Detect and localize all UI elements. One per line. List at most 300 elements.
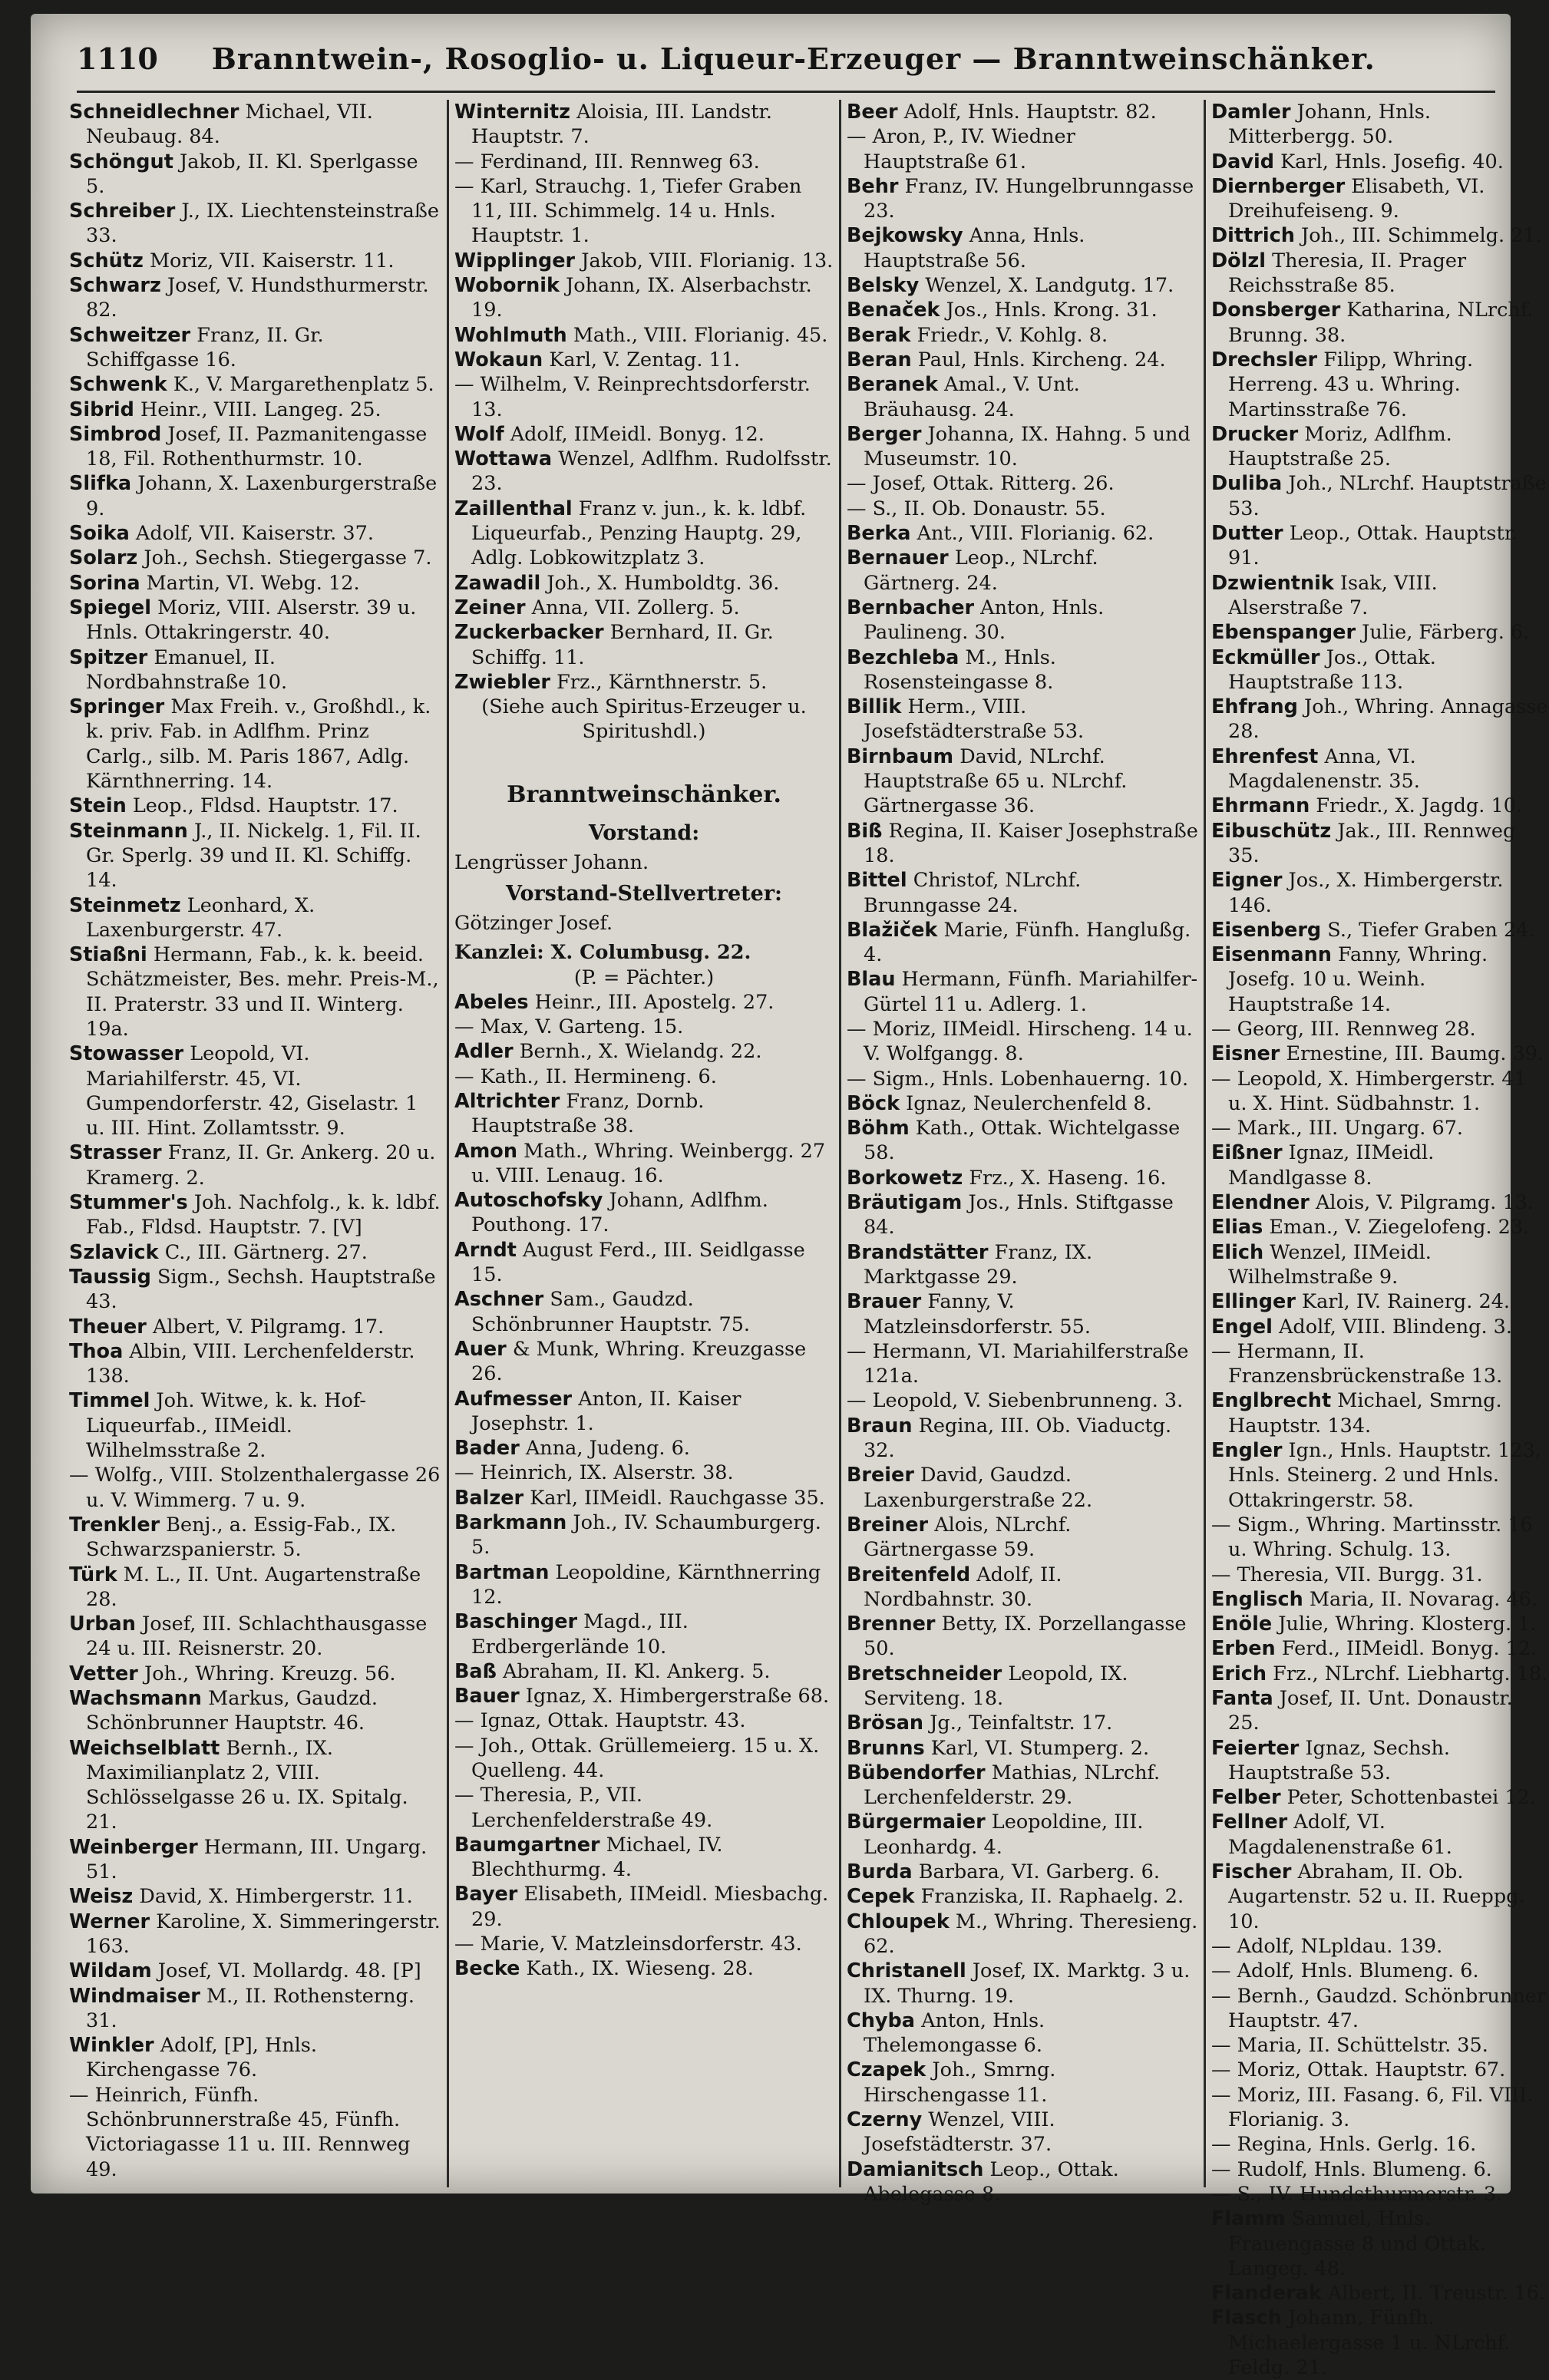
entry-details: Albert, V. Pilgramg. 17. [152, 1315, 385, 1339]
entry-surname: Aufmesser [454, 1387, 573, 1411]
directory-entry [1211, 1190, 1549, 1215]
entry-details: Leopoldine, III. Leonhardg. 4. [864, 1811, 1144, 1859]
entry-details: Fanny, Whring. Josefg. 10 u. Weinh. Hauptstraße 14. [1228, 943, 1488, 1016]
directory-entry [1211, 1017, 1549, 1041]
entry-details: Johann, Fünfh. Michaelergasse 1 u. NLrchf. Feldg. 21. [1228, 2306, 1511, 2380]
entry-details: Amal., V. Unt. Bräuhausg. 24. [864, 373, 1080, 421]
entry-surname: Beran [847, 348, 912, 371]
directory-entry [454, 1238, 834, 1288]
entry-details: Leop., NLrchf. Gärtnerg. 24. [864, 546, 1098, 595]
entry-details: Anton, II. Kaiser Josephstr. 1. [471, 1387, 741, 1435]
directory-entry [847, 918, 1198, 968]
entry-details: J., IX. Liechtensteinstraße 33. [86, 200, 439, 248]
entry-details: Anna, Judeng. 6. [525, 1437, 690, 1461]
directory-entry [847, 372, 1198, 422]
entry-surname: Braun [847, 1414, 913, 1438]
entry-details: Aloisia, III. Landstr. Hauptstr. 7. [471, 101, 773, 149]
entry-details: M., II. Rothensterng. 31. [86, 1984, 414, 2032]
entry-details: Max Freih. v., Großhdl., k. k. priv. Fab. in Adlfhm. Prinz Carlg., silb. M. Paris 1867, Adlg. Kärnthnerring. 14. [86, 695, 431, 794]
entry-details: — Regina, Hnls. Gerlg. 16. [1211, 2133, 1477, 2157]
entry-details: Marie, Fünfh. Hanglußg. 4. [864, 918, 1191, 967]
entry-surname: Flasch [1211, 2306, 1282, 2330]
directory-entry [454, 1461, 834, 1485]
directory-entry [1211, 1686, 1549, 1736]
directory-entry [69, 1662, 441, 1686]
directory-entry [454, 1560, 834, 1610]
entry-surname: Bürgermaier [847, 1811, 986, 1834]
entry-details: Friedr., V. Kohlg. 8. [917, 323, 1108, 347]
entry-details: Albert, II. Treustr. 16. [1327, 2282, 1546, 2306]
directory-entry [847, 596, 1198, 645]
entry-surname: Borkowetz [847, 1166, 963, 1190]
entry-surname: Auer [454, 1337, 507, 1361]
entry-details: — Karl, Strauchg. 1, Tiefer Graben 11, III. Schimmelg. 14 u. Hnls. Hauptstr. 1. [454, 174, 802, 248]
entry-surname: Wohlmuth [454, 323, 567, 347]
directory-entry [69, 893, 441, 943]
entry-details: — S., II. Ob. Donaustr. 55. [847, 497, 1106, 520]
entry-details: Adolf, IIMeidl. Bonyg. 12. [510, 422, 765, 446]
entry-details: Abraham, II. Ob. Augartenstr. 52 u. II. Rueppg. 10. [1228, 1860, 1525, 1933]
entry-surname: Dutter [1211, 522, 1283, 546]
directory-entry [1211, 1587, 1549, 1612]
entry-surname: Vetter [69, 1662, 138, 1685]
entry-surname: Eisner [1211, 1042, 1280, 1066]
entry-surname: Steinmann [69, 819, 188, 843]
entry-details: Wenzel, Adlfhm. Rudolfsstr. 23. [471, 447, 832, 496]
entry-details: Filipp, Whring. Herreng. 43 u. Whring. Martinsstraße 76. [1228, 348, 1474, 421]
directory-entry [1211, 348, 1549, 422]
entry-details: Wenzel, VIII. Josefstädterstr. 37. [864, 2108, 1055, 2157]
entry-surname: Donsberger [1211, 299, 1341, 322]
entry-details: — Mark., III. Ungarg. 67. [1211, 1117, 1464, 1140]
directory-entry [1211, 1513, 1549, 1563]
entry-details: Anton, Hnls. Paulineng. 30. [864, 596, 1105, 645]
entry-surname: Zuckerbacker [454, 621, 604, 645]
entry-details: Franz, Dornb. Hauptstraße 38. [471, 1089, 705, 1138]
running-title: Branntwein-, Rosoglio- u. Liqueur-Erzeuger — Branntweinschänker. [211, 41, 1376, 76]
entry-details: Alois, NLrchf. Gärtnergasse 59. [864, 1513, 1072, 1562]
directory-entry [454, 990, 834, 1015]
column-rule [447, 100, 449, 2187]
entry-surname: Windmaiser [69, 1984, 200, 2008]
directory-entry [847, 1736, 1198, 1761]
entry-details: — Sigm., Hnls. Lobenhauerng. 10. [847, 1067, 1189, 1091]
entry-surname: Ebenspanger [1211, 621, 1356, 645]
entry-details: Leopold, IX. Serviteng. 18. [864, 1662, 1128, 1710]
page-number: 1110 [77, 41, 158, 76]
entry-details: Johann, IX. Alserbachstr. 19. [471, 274, 812, 322]
entry-surname: Strasser [69, 1141, 162, 1165]
directory-entry [454, 1833, 834, 1883]
entry-surname: Werner [69, 1910, 150, 1933]
entry-details: K., V. Margarethenplatz 5. [173, 373, 434, 397]
entry-details: Regina, II. Kaiser Josephstraße 18. [864, 819, 1198, 867]
entry-details: — Marie, V. Matzleinsdorferstr. 43. [454, 1933, 802, 1956]
directory-entry [847, 1190, 1198, 1240]
entry-surname: Brandstätter [847, 1240, 989, 1264]
directory-entry [847, 1289, 1198, 1339]
entry-details: Jos., Hnls. Krong. 31. [946, 299, 1158, 322]
entry-details: C., III. Gärtnerg. 27. [164, 1240, 368, 1264]
entry-surname: Engler [1211, 1439, 1283, 1463]
directory-entry [847, 695, 1198, 744]
entry-details: Adolf, II. Nordbahnstr. 30. [864, 1563, 1062, 1611]
entry-details: — Adolf, NLpldau. 139. [1211, 1934, 1443, 1958]
directory-entry [847, 2108, 1198, 2157]
entry-details: Anton, Hnls. Thelemongasse 6. [864, 2009, 1045, 2058]
section-title: Branntweinschänker. [507, 781, 781, 808]
entry-surname: Brunns [847, 1736, 925, 1760]
entry-surname: Soika [69, 522, 130, 546]
directory-entry [1211, 100, 1549, 150]
directory-entry [69, 1140, 441, 1190]
column-2-entries-lower [454, 990, 834, 1982]
directory-entry [847, 100, 1198, 124]
directory-entry [69, 794, 441, 818]
entry-details: — Theresia, P., VII. Lerchenfelderstraße 49. [454, 1784, 713, 1832]
entry-details: Julie, Whring. Klosterg. 1. [1278, 1613, 1537, 1636]
directory-entry [1211, 422, 1549, 472]
directory-entry [847, 2157, 1198, 2207]
entry-surname: Berak [847, 323, 911, 347]
directory-entry [69, 273, 441, 323]
entry-details: — Joh., Ottak. Grüllemeierg. 15 u. X. Quelleng. 44. [454, 1734, 820, 1782]
entry-surname: Sorina [69, 571, 140, 595]
directory-entry [847, 1513, 1198, 1563]
entry-surname: Belsky [847, 274, 920, 298]
directory-entry [1211, 2182, 1549, 2207]
directory-entry [847, 1463, 1198, 1513]
directory-entry [847, 1414, 1198, 1464]
directory-entry [454, 1708, 834, 1733]
entry-surname: Erben [1211, 1637, 1276, 1661]
directory-entry [847, 422, 1198, 472]
entry-surname: Zeiner [454, 596, 526, 619]
directory-entry [847, 223, 1198, 273]
directory-entry [847, 1860, 1198, 1884]
directory-entry [1211, 571, 1549, 621]
entry-details: Joh., Sechsh. Stiegergasse 7. [144, 546, 432, 570]
entry-details: Albin, VIII. Lerchenfelderstr. 138. [86, 1339, 415, 1388]
entry-surname: Damianitsch [847, 2157, 984, 2181]
column-2 [454, 100, 834, 2187]
directory-entry [1211, 1140, 1549, 1190]
directory-entry [1211, 223, 1549, 248]
entry-details: Ant., VIII. Florianig. 62. [917, 522, 1154, 546]
entry-details: Ignaz, Neulerchenfeld 8. [906, 1091, 1152, 1115]
entry-details: Karl, VI. Stumperg. 2. [930, 1736, 1150, 1760]
directory-entry [69, 422, 441, 472]
directory-entry [847, 1017, 1198, 1067]
entry-surname: Drechsler [1211, 348, 1318, 371]
entry-surname: Schreiber [69, 200, 176, 223]
entry-details: Joh. Nachfolg., k. k. ldbf. Fab., Fldsd. Hauptstr. 7. [V] [86, 1191, 441, 1240]
entry-surname: Taussig [69, 1265, 151, 1289]
entry-details: Christof, NLrchf. Brunngasse 24. [864, 869, 1082, 917]
entry-surname: Erich [1211, 1662, 1267, 1685]
entry-details: Maria, II. Novarag. 46. [1309, 1587, 1538, 1611]
directory-entry [1211, 2033, 1549, 2058]
entry-details: — S., IV. Hundsthurmerstr. 3. [1211, 2182, 1503, 2206]
directory-entry [1211, 620, 1549, 645]
entry-details: — Bernh., Gaudzd. Schönbrunner Hauptstr. 47. [1211, 1984, 1547, 2032]
directory-entry [454, 422, 834, 447]
entry-surname: Stein [69, 794, 127, 818]
entry-details: — Adolf, Hnls. Blumeng. 6. [1211, 1959, 1479, 1983]
entry-details: Ignaz, IIMeidl. Mandlgasse 8. [1228, 1141, 1435, 1190]
directory-entry [847, 1612, 1198, 1662]
entry-surname: Wildam [69, 1959, 152, 1983]
entry-details: Anna, VII. Zollerg. 5. [531, 596, 740, 619]
entry-details: Leop., Ottak. Abelegasse 8. [864, 2157, 1119, 2206]
entry-surname: Eckmüller [1211, 645, 1320, 669]
entry-surname: Felber [1211, 1786, 1281, 1810]
directory-entry [69, 2083, 441, 2182]
entry-details: Michael, IV. Blechthurmg. 4. [471, 1833, 723, 1882]
entry-surname: Springer [69, 695, 165, 719]
entry-surname: Bezchleba [847, 645, 959, 669]
entry-surname: Zwiebler [454, 670, 550, 694]
entry-surname: Türk [69, 1563, 117, 1586]
entry-surname: Winkler [69, 2034, 154, 2058]
entry-surname: Beer [847, 101, 898, 124]
directory-entry [69, 1339, 441, 1389]
entry-details: Fanny, V. Matzleinsdorferstr. 55. [864, 1290, 1091, 1339]
directory-entry [69, 249, 441, 273]
entry-details: Sigm., Sechsh. Hauptstraße 43. [86, 1265, 436, 1314]
entry-details: Joh., IV. Schaumburgerg. 5. [471, 1511, 821, 1560]
entry-surname: Eisenmann [1211, 943, 1332, 967]
directory-entry [69, 372, 441, 397]
column-3 [847, 100, 1198, 2206]
directory-entry [1211, 1067, 1549, 1117]
directory-entry [847, 1339, 1198, 1389]
columns-container [69, 100, 1548, 2380]
directory-entry [847, 521, 1198, 546]
entry-details: Moriz, VIII. Alserstr. 39 u. Hnls. Ottakringerstr. 40. [86, 596, 417, 645]
entry-surname: Zaillenthal [454, 497, 573, 520]
entry-details: Moriz, Adlfhm. Hauptstraße 25. [1228, 422, 1452, 471]
directory-entry [69, 1563, 441, 1613]
directory-entry [454, 1387, 834, 1437]
entry-details: Adolf, Hnls. Hauptstr. 82. [903, 101, 1157, 124]
entry-surname: Engel [1211, 1315, 1273, 1339]
entry-surname: Beranek [847, 373, 938, 397]
entry-surname: Baschinger [454, 1610, 578, 1634]
directory-entry [69, 398, 441, 422]
stellvertreter-name: Götzinger Josef. [454, 911, 613, 935]
directory-entry [1211, 794, 1549, 818]
entry-surname: Balzer [454, 1486, 524, 1510]
entry-details: Karl, IIMeidl. Rauchgasse 35. [530, 1486, 825, 1510]
entry-surname: Fellner [1211, 1811, 1288, 1834]
directory-entry [454, 1609, 834, 1659]
directory-entry [69, 1910, 441, 1959]
directory-entry [69, 645, 441, 695]
entry-surname: Bernauer [847, 546, 949, 570]
entry-surname: Chyba [847, 2009, 915, 2032]
entry-details: Adolf, VIII. Blindeng. 3. [1278, 1315, 1512, 1339]
entry-surname: Adler [454, 1040, 514, 1064]
entry-details: — Maria, II. Schüttelstr. 35. [1211, 2034, 1488, 2058]
directory-entry [69, 942, 441, 1041]
directory-entry [69, 1959, 441, 1983]
entry-surname: Czerny [847, 2108, 923, 2132]
entry-details: Paul, Hnls. Kircheng. 24. [917, 348, 1166, 371]
entry-details: Leopold, VI. Mariahilferstr. 45, VI. Gumpendorferstr. 42, Giselastr. 1 u. III. Hint. Zollamtsstr. 9. [86, 1042, 418, 1140]
entry-details: — Sigm., Whring. Martinsstr. 16 u. Whring. Schulg. 13. [1211, 1513, 1533, 1562]
entry-details: Wenzel, X. Landgutg. 17. [925, 274, 1174, 298]
directory-entry [454, 1659, 834, 1684]
entry-surname: David [1211, 150, 1274, 173]
entry-surname: Dzwientnik [1211, 571, 1334, 595]
directory-entry [1211, 1563, 1549, 1587]
entry-surname: Stummer's [69, 1191, 188, 1215]
directory-entry [1211, 2132, 1549, 2157]
entry-surname: Wobornik [454, 274, 560, 298]
directory-entry [847, 1563, 1198, 1613]
entry-details: Katharina, NLrchf. Brunng. 38. [1228, 299, 1534, 347]
column-rule [839, 100, 841, 2187]
directory-entry [69, 1984, 441, 2034]
entry-details: Herm., VIII. Josefstädterstraße 53. [864, 695, 1085, 744]
entry-details: Johann, Hnls. Mitterbergg. 50. [1228, 101, 1431, 149]
entry-details: Joh. Witwe, k. k. Hof-Liqueurfab., IIMeidl. Wilhelmsstraße 2. [86, 1389, 366, 1463]
directory-entry [69, 199, 441, 249]
entry-details: Isak, VIII. Alserstraße 7. [1228, 571, 1438, 619]
entry-surname: Bernbacher [847, 596, 975, 619]
column-1 [69, 100, 441, 2187]
directory-entry [1211, 744, 1549, 794]
entry-details: Frz., X. Haseng. 16. [969, 1166, 1167, 1190]
entry-details: S., Tiefer Graben 24. [1327, 918, 1535, 942]
directory-entry [69, 1884, 441, 1909]
directory-entry [1211, 1215, 1549, 1240]
entry-details: Joh., III. Schimmelg. 21. [1300, 224, 1542, 248]
directory-entry [1211, 1240, 1549, 1290]
directory-entry [454, 596, 834, 620]
entry-surname: Behr [847, 174, 899, 198]
entry-surname: Weichselblatt [69, 1736, 220, 1760]
directory-entry [454, 323, 834, 348]
entry-details: Joh., Smrng. Hirschengasse 11. [864, 2058, 1056, 2107]
entry-surname: Duliba [1211, 472, 1283, 496]
directory-entry [847, 1067, 1198, 1091]
directory-entry [1211, 2207, 1549, 2281]
kanzlei-note: (P. = Pächter.) [573, 966, 715, 989]
directory-entry [847, 2009, 1198, 2058]
entry-details: Regina, III. Ob. Viaductg. 32. [864, 1414, 1172, 1463]
entry-details: Julie, Färberg. 6. [1362, 621, 1530, 645]
entry-details: Ferd., IIMeidl. Bonyg. 12. [1281, 1637, 1537, 1661]
entry-details: Karoline, X. Simmeringerstr. 163. [86, 1910, 441, 1958]
entry-details: Leonhard, X. Laxenburgerstr. 47. [86, 893, 315, 942]
directory-entry [1211, 2058, 1549, 2082]
entry-details: Markus, Gaudzd. Schönbrunner Hauptstr. 46. [86, 1687, 378, 1735]
entry-surname: Schneidlechner [69, 101, 239, 124]
entry-surname: Breiner [847, 1513, 929, 1537]
directory-entry [1211, 2157, 1549, 2182]
entry-surname: Schwenk [69, 373, 167, 397]
directory-entry [847, 546, 1198, 596]
cross-reference-note: (Siehe auch Spiritus-Erzeuger u. Spiritushdl.) [481, 695, 807, 744]
directory-entry [69, 1835, 441, 1885]
entry-details: — Ferdinand, III. Rennweg 63. [454, 150, 760, 173]
entry-surname: Brauer [847, 1290, 922, 1314]
entry-surname: Bretschneider [847, 1662, 1002, 1685]
entry-details: Johann, Adlfhm. Pouthong. 17. [471, 1189, 768, 1237]
directory-entry [847, 1388, 1198, 1413]
entry-surname: Timmel [69, 1389, 150, 1413]
entry-details: M., Whring. Theresieng. 62. [864, 1910, 1198, 1958]
entry-details: — Josef, Ottak. Ritterg. 26. [847, 472, 1115, 496]
entry-surname: Diernberger [1211, 174, 1346, 198]
entry-surname: Dölzl [1211, 249, 1267, 272]
entry-surname: Becke [454, 1957, 520, 1981]
entry-surname: Elich [1211, 1240, 1264, 1264]
entry-surname: Ellinger [1211, 1290, 1296, 1314]
entry-surname: Breitenfeld [847, 1563, 971, 1586]
entry-details: Friedr., X. Jagdg. 10. [1316, 794, 1523, 818]
entry-surname: Burda [847, 1860, 913, 1884]
directory-entry [847, 348, 1198, 372]
directory-entry [69, 150, 441, 200]
entry-details: Franziska, II. Raphaelg. 2. [920, 1885, 1184, 1909]
directory-entry [69, 546, 441, 570]
entry-surname: Elias [1211, 1216, 1263, 1240]
directory-entry [1211, 1934, 1549, 1959]
entry-surname: Stiaßni [69, 943, 147, 967]
entry-details: David, X. Himbergerstr. 11. [139, 1885, 413, 1909]
directory-entry [69, 819, 441, 893]
entry-details: — Moriz, III. Fasang. 6, Fil. VIII. Florianig. 3. [1211, 2083, 1534, 2132]
directory-entry [847, 819, 1198, 869]
directory-entry [847, 2058, 1198, 2108]
entry-surname: Breier [847, 1464, 914, 1487]
entry-surname: Wokaun [454, 348, 543, 371]
entry-surname: Bejkowsky [847, 224, 963, 248]
directory-entry [454, 249, 834, 273]
vorstand-name: Lengrüsser Johann. [454, 851, 649, 875]
directory-entry [1211, 150, 1549, 174]
directory-entry [454, 1337, 834, 1387]
entry-surname: Eißner [1211, 1141, 1283, 1165]
entry-details: Michael, VII. Neubaug. 84. [86, 101, 373, 149]
entry-surname: Flamm [1211, 2207, 1286, 2231]
entry-surname: Szlavick [69, 1240, 159, 1264]
entry-details: Sam., Gaudzd. Schönbrunner Hauptstr. 75. [471, 1288, 751, 1336]
entry-surname: Baumgartner [454, 1833, 600, 1857]
entry-details: Alois, V. Pilgramg. 13. [1316, 1191, 1534, 1215]
entry-surname: Slifka [69, 472, 132, 496]
entry-details: Johann, X. Laxenburgerstraße 9. [86, 472, 438, 520]
directory-entry [69, 1612, 441, 1662]
entry-surname: Schöngut [69, 150, 173, 173]
entry-details: August Ferd., III. Seidlgasse 15. [471, 1238, 805, 1287]
entry-surname: Spiegel [69, 596, 151, 619]
directory-entry [847, 1662, 1198, 1712]
entry-details: Moriz, VII. Kaiserstr. 11. [149, 249, 395, 272]
directory-entry [454, 447, 834, 497]
stellvertreter-heading: Vorstand-Stellvertreter: [505, 881, 783, 906]
entry-details: Jakob, II. Kl. Sperlgasse 5. [86, 150, 418, 198]
directory-entry [847, 1166, 1198, 1190]
entry-details: Josef, III. Schlachthausgasse 24 u. III. Reisnerstr. 20. [86, 1613, 428, 1661]
entry-details: Adolf, [P], Hnls. Kirchengasse 76. [86, 2034, 317, 2082]
entry-details: Martin, VI. Webg. 12. [146, 571, 360, 595]
entry-surname: Bayer [454, 1883, 518, 1906]
entry-surname: Zawadil [454, 571, 541, 595]
